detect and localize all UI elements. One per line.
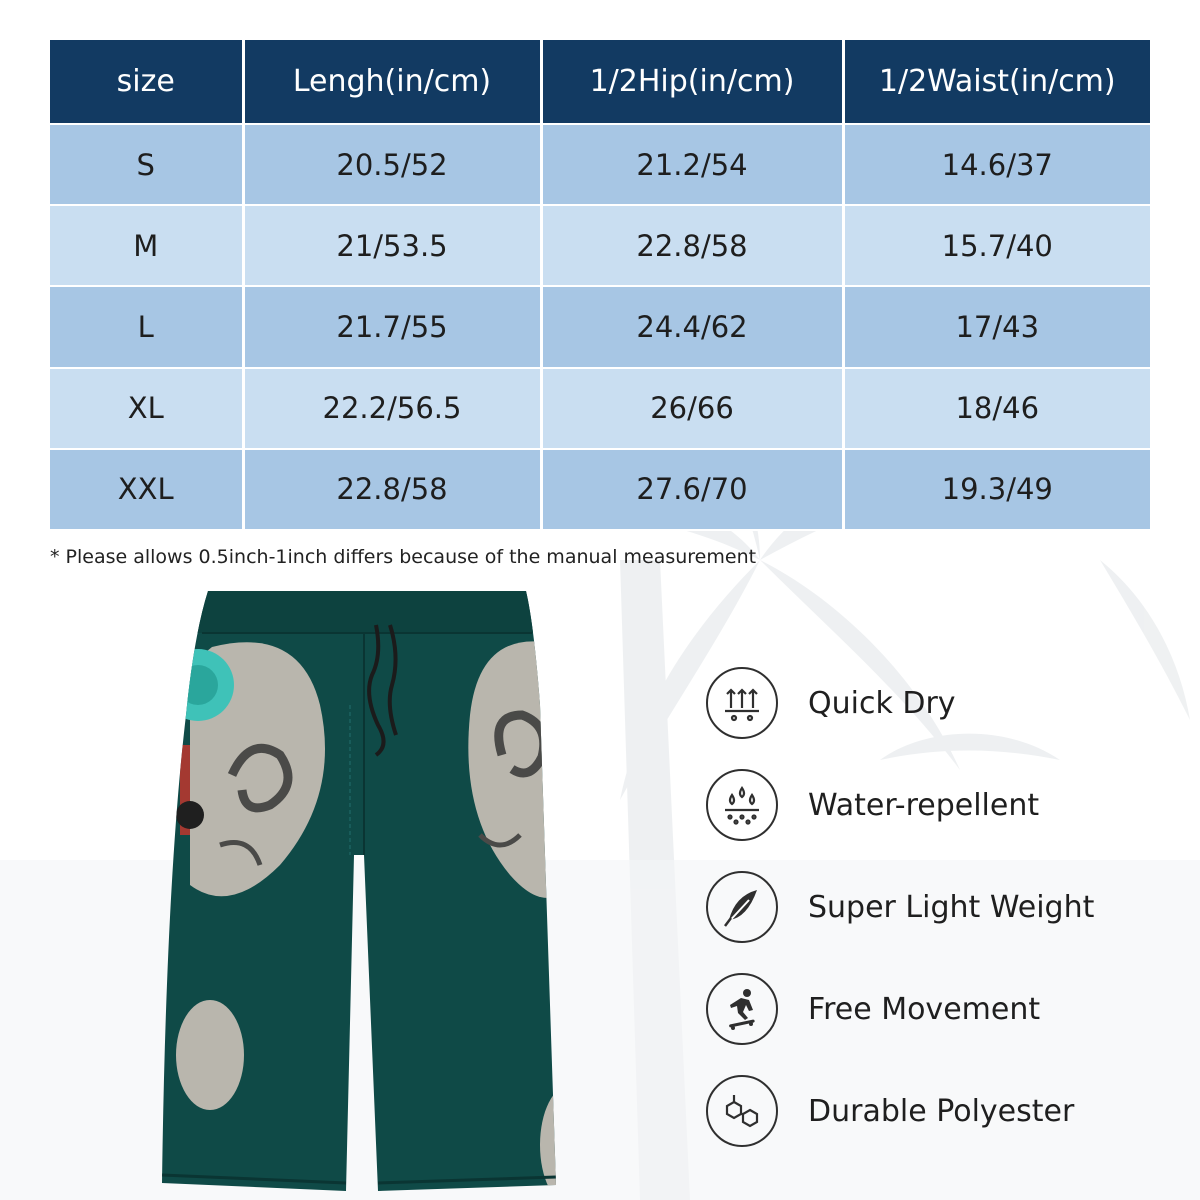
feature-label: Water-repellent xyxy=(808,787,1040,823)
column-header: Lengh(in/cm) xyxy=(243,40,541,124)
table-cell: 22.8/58 xyxy=(541,205,843,286)
table-row xyxy=(50,124,1150,205)
quick-dry-icon xyxy=(706,667,778,739)
board-shorts-image xyxy=(150,585,590,1195)
feature-label: Quick Dry xyxy=(808,685,956,721)
table-cell: 21.7/55 xyxy=(243,286,541,367)
skateboarder-icon xyxy=(706,973,778,1045)
table-cell: 15.7/40 xyxy=(843,205,1150,286)
feature-item xyxy=(706,1060,1166,1162)
table-cell: 21/53.5 xyxy=(243,205,541,286)
feature-label: Durable Polyester xyxy=(808,1093,1075,1129)
feature-item xyxy=(706,856,1166,958)
table-cell: L xyxy=(50,286,243,367)
table-cell: 26/66 xyxy=(541,368,843,449)
feather-icon xyxy=(706,871,778,943)
table-row xyxy=(50,449,1150,530)
table-header-row xyxy=(50,40,1150,124)
table-cell: 22.8/58 xyxy=(243,449,541,530)
molecule-icon xyxy=(706,1075,778,1147)
table-row xyxy=(50,205,1150,286)
column-header: 1/2Hip(in/cm) xyxy=(541,40,843,124)
table-cell: 20.5/52 xyxy=(243,124,541,205)
table-cell: 21.2/54 xyxy=(541,124,843,205)
column-header: 1/2Waist(in/cm) xyxy=(843,40,1150,124)
measurement-note: * Please allows 0.5inch-1inch differs because of the manual measurement xyxy=(50,546,757,568)
table-row xyxy=(50,368,1150,449)
table-cell: 14.6/37 xyxy=(843,124,1150,205)
table-cell: 27.6/70 xyxy=(541,449,843,530)
feature-label: Super Light Weight xyxy=(808,889,1095,925)
table-cell: 19.3/49 xyxy=(843,449,1150,530)
feature-item xyxy=(706,958,1166,1060)
table-cell: 24.4/62 xyxy=(541,286,843,367)
feature-list xyxy=(706,652,1166,1162)
feature-item xyxy=(706,652,1166,754)
table-cell: M xyxy=(50,205,243,286)
table-cell: XXL xyxy=(50,449,243,530)
table-cell: 18/46 xyxy=(843,368,1150,449)
table-cell: 22.2/56.5 xyxy=(243,368,541,449)
table-cell: S xyxy=(50,124,243,205)
table-cell: XL xyxy=(50,368,243,449)
table-row xyxy=(50,286,1150,367)
feature-item xyxy=(706,754,1166,856)
size-chart-table xyxy=(50,40,1150,531)
feature-label: Free Movement xyxy=(808,991,1041,1027)
water-repellent-icon xyxy=(706,769,778,841)
column-header: size xyxy=(50,40,243,124)
table-cell: 17/43 xyxy=(843,286,1150,367)
